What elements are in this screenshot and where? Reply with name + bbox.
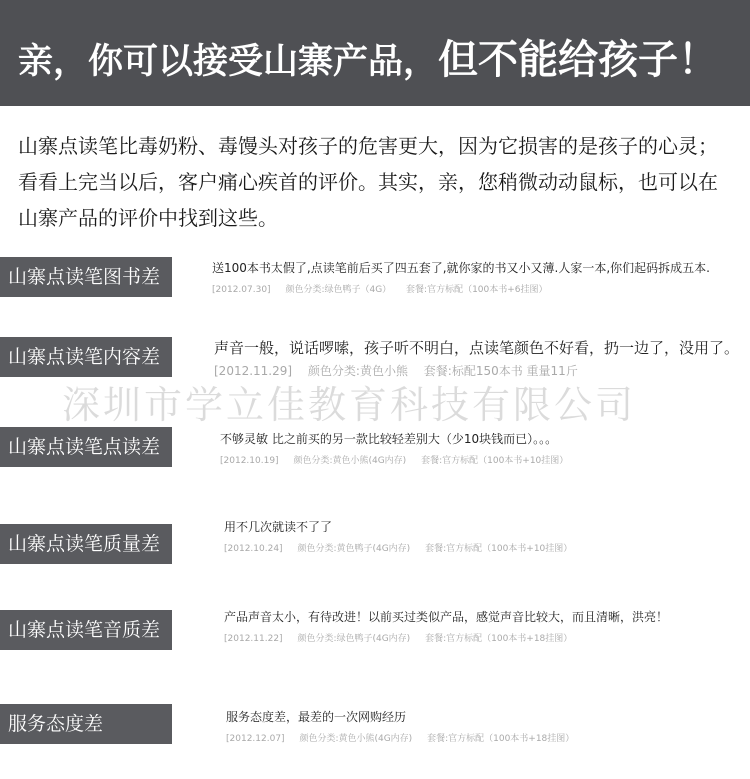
review-date: [2012.11.22] bbox=[224, 634, 283, 644]
header-title-main: 亲，你可以接受山寨产品， bbox=[18, 42, 439, 82]
section-label-books: 山寨点读笔图书差 bbox=[0, 257, 172, 297]
intro-line: 山寨点读笔比毒奶粉、毒馒头对孩子的危害更大，因为它损害的是孩子的心灵； bbox=[18, 134, 718, 158]
review-meta bbox=[224, 543, 584, 555]
intro-line: 看看上完当以后，客户痛心疾首的评价。其实，亲，您稍微动动鼠标，也可以在 bbox=[18, 170, 718, 194]
review-package: 套餐:官方标配（100本书+6挂图） bbox=[406, 285, 548, 295]
review-meta bbox=[214, 364, 739, 379]
section-label-content: 山寨点读笔内容差 bbox=[0, 337, 172, 377]
review-color: 颜色分类:黄色小熊(4G内存) bbox=[293, 456, 407, 466]
section-label-sound: 山寨点读笔音质差 bbox=[0, 610, 172, 650]
review-date: [2012.12.07] bbox=[226, 734, 285, 744]
review-text: 服务态度差，最差的一次网购经历 bbox=[226, 710, 407, 724]
review-text: 声音一般，说话啰嗦，孩子听不明白，点读笔颜色不好看，扔一边了，没用了。 bbox=[214, 339, 740, 357]
review-meta bbox=[220, 455, 580, 467]
intro-paragraph bbox=[18, 128, 743, 236]
review-meta bbox=[224, 633, 668, 645]
review-block bbox=[220, 431, 580, 467]
review-text: 送100本书太假了,点读笔前后买了四五套了,就你家的书又小又薄.人家一本,你们起码拆成五本. bbox=[212, 261, 710, 275]
review-color: 颜色分类:黄色小熊(4G内存) bbox=[299, 734, 413, 744]
review-block bbox=[226, 709, 586, 745]
review-package: 套餐:官方标配（100本书+18挂图） bbox=[427, 734, 575, 744]
review-block bbox=[214, 338, 739, 379]
review-block bbox=[224, 519, 584, 555]
header-title bbox=[18, 28, 718, 85]
review-text: 不够灵敏 比之前买的另一款比较轻差别大（少10块钱而已）。。。 bbox=[220, 432, 558, 446]
review-package: 套餐:官方标配（100本书+18挂图） bbox=[425, 634, 573, 644]
review-meta bbox=[212, 284, 710, 296]
header-banner bbox=[0, 0, 750, 106]
review-meta bbox=[226, 733, 586, 745]
section-label-service: 服务态度差 bbox=[0, 704, 172, 744]
review-date: [2012.10.19] bbox=[220, 456, 279, 466]
review-block bbox=[212, 260, 710, 296]
review-date: [2012.10.24] bbox=[224, 544, 283, 554]
review-date: [2012.07.30] bbox=[212, 285, 271, 295]
review-color: 颜色分类:黄色鸭子(4G内存) bbox=[297, 544, 411, 554]
review-color: 颜色分类:绿色鸭子(4G内存) bbox=[297, 634, 411, 644]
review-date: [2012.11.29] bbox=[214, 364, 293, 378]
header-title-emphasis: 但不能给孩子！ bbox=[438, 37, 719, 83]
review-text: 用不几次就读不了了 bbox=[224, 520, 333, 534]
review-package: 套餐:官方标配（100本书+10挂图） bbox=[421, 456, 569, 466]
review-color: 颜色分类:绿色鸭子（4G） bbox=[285, 285, 392, 295]
review-block bbox=[224, 609, 668, 645]
review-text: 产品声音太小，有待改进！以前买过类似产品，感觉声音比较大，而且清晰，洪亮！ bbox=[224, 610, 669, 624]
review-color: 颜色分类:黄色小熊 bbox=[307, 364, 408, 378]
section-label-reading: 山寨点读笔点读差 bbox=[0, 427, 172, 467]
watermark: 深圳市学立佳教育科技有限公司 bbox=[62, 383, 637, 427]
review-package: 套餐:官方标配（100本书+10挂图） bbox=[425, 544, 573, 554]
section-label-quality: 山寨点读笔质量差 bbox=[0, 524, 172, 564]
intro-line: 山寨产品的评价中找到这些。 bbox=[18, 206, 278, 230]
review-package: 套餐:标配150本书 重量11斤 bbox=[423, 364, 578, 378]
